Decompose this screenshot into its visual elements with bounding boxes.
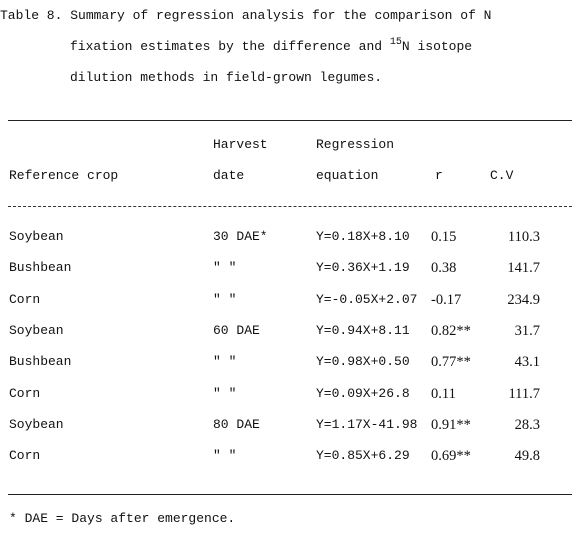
row-equation: Y=-0.05X+2.07 [316,292,418,307]
footnote: * DAE = Days after emergence. [9,511,236,526]
row-r: 0.15 [431,229,457,245]
row-r: 0.91** [431,417,471,433]
row-equation: Y=0.09X+26.8 [316,386,410,401]
row-cv: 111.7 [508,386,540,402]
row-equation: Y=1.17X-41.98 [316,417,418,432]
row-crop: Corn [9,448,41,463]
row-cv: 31.7 [514,323,540,339]
row-equation: Y=0.36X+1.19 [316,260,410,275]
caption-line-3: dilution methods in field-grown legumes. [70,70,383,85]
row-crop: Bushbean [9,260,72,275]
row-crop: Soybean [9,417,64,432]
header-rule [8,206,572,207]
row-r: 0.38 [431,260,457,276]
row-harvest-date: " " [213,292,237,307]
row-harvest-date: " " [213,386,237,401]
row-harvest-date: 30 DAE* [213,229,268,244]
row-cv: 234.9 [507,292,540,308]
header-harvest: Harvest [213,137,268,152]
row-crop: Soybean [9,229,64,244]
isotope-superscript: 15 [389,37,402,48]
row-r: 0.77** [431,354,471,370]
row-r: -0.17 [431,292,462,308]
bottom-rule [8,494,572,495]
row-cv: 141.7 [507,260,540,276]
row-harvest-date: 80 DAE [213,417,260,432]
row-cv: 43.1 [514,354,540,370]
row-cv: 28.3 [514,417,540,433]
row-crop: Soybean [9,323,64,338]
caption-line-2-end: N isotope [401,39,473,54]
caption-line-1: Table 8. Summary of regression analysis for the comparison of N [0,8,492,23]
row-equation: Y=0.85X+6.29 [316,448,410,463]
row-crop: Corn [9,292,41,307]
header-reference-crop: Reference crop [9,168,119,183]
row-r: 0.82** [431,323,471,339]
caption-line-2-text: fixation estimates by the difference and [70,39,390,54]
row-cv: 110.3 [507,229,540,245]
row-crop: Corn [9,386,41,401]
row-harvest-date: " " [213,354,237,369]
row-equation: Y=0.94X+8.11 [316,323,410,338]
header-r: r [435,168,443,183]
row-crop: Bushbean [9,354,72,369]
top-rule [8,120,572,121]
caption-line-2 [70,31,472,62]
header-cv: C.V [490,168,514,183]
row-harvest-date: " " [213,448,237,463]
header-regression: Regression [316,137,395,152]
row-equation: Y=0.98X+0.50 [316,354,410,369]
row-r: 0.11 [431,386,456,402]
row-equation: Y=0.18X+8.10 [316,229,410,244]
header-equation: equation [316,168,379,183]
row-r: 0.69** [431,448,471,464]
row-harvest-date: 60 DAE [213,323,260,338]
header-date: date [213,168,245,183]
row-harvest-date: " " [213,260,237,275]
row-cv: 49.8 [514,448,540,464]
